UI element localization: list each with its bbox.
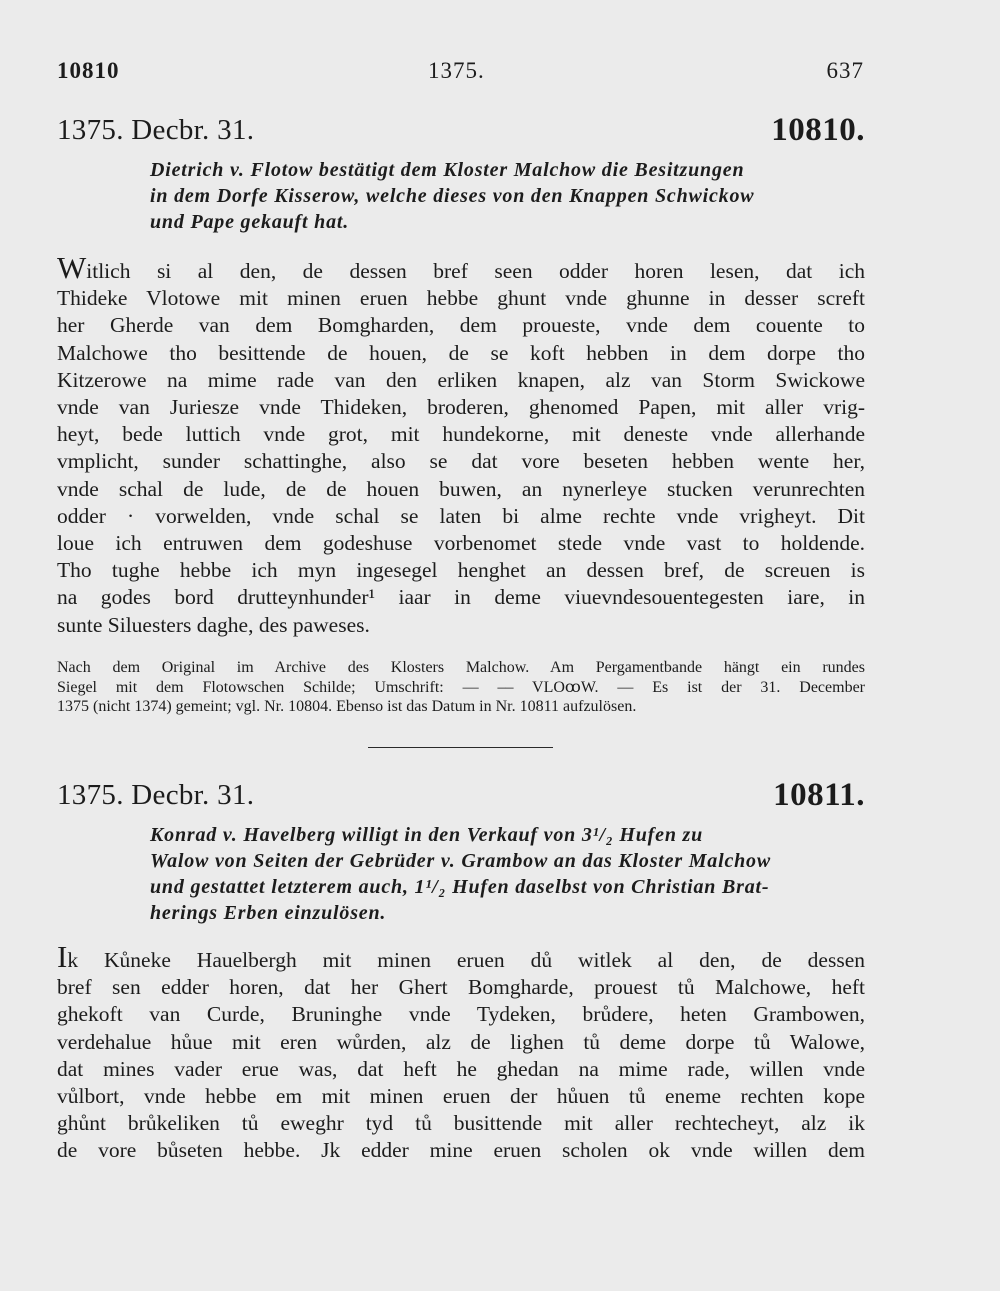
text-line: loue ich entruwen dem godeshuse vorbenomet stede vnde vast to holdende.	[57, 531, 865, 556]
document-date: 1375. Decbr. 31.	[57, 114, 255, 146]
text-line: Thideke Vlotowe mit minen eruen hebbe ghunt vnde ghunne in desser screft	[57, 286, 865, 311]
running-head-document-number: 10810	[57, 58, 120, 83]
regest-line: Konrad v. Havelberg willigt in den Verkauf von 3¹/₂ Hufen zu	[150, 824, 704, 846]
text-line: bref sen edder horen, dat her Ghert Bomgharde, prouest tů Malchowe, heft	[57, 975, 865, 1000]
regest-line: Walow von Seiten der Gebrüder v. Grambow an das Kloster Malchow	[150, 850, 771, 872]
document-text	[57, 250, 865, 639]
document-date: 1375. Decbr. 31.	[57, 779, 255, 811]
regest-line: Dietrich v. Flotow bestätigt dem Kloster Malchow die Besitzungen	[150, 159, 745, 181]
text-line: odder · vorwelden, vnde schal se laten bi alme rechte vnde vrigheyt. Dit	[57, 503, 865, 528]
regest-line: herings Erben einzulösen.	[150, 902, 387, 924]
text-line: de vore bůseten hebbe. Jk edder mine eruen scholen ok vnde willen dem	[57, 1138, 865, 1163]
page-number: 637	[826, 58, 864, 83]
text-line: vnde van Juriesze vnde Thideken, broderen, ghenomed Papen, mit aller vrig-	[57, 395, 865, 420]
text-line: Malchowe tho besittende de houen, de se koft hebben in dem dorpe tho	[57, 340, 865, 365]
text-line: Tho tughe hebbe ich myn ingesegel henghet an dessen bref, de screuen is	[57, 558, 865, 583]
text-line: ghekoft van Curde, Bruninghe vnde Tydeken, brůdere, heten Grambowen,	[57, 1002, 865, 1027]
text-line: her Gherde van dem Bomgharden, dem proueste, vnde dem couente to	[57, 313, 865, 338]
document-number: 10810.	[771, 112, 865, 148]
text-line: Ik Kůneke Hauelbergh mit minen eruen dů witlek al den, de dessen	[57, 939, 865, 974]
regest-line: und Pape gekauft hat.	[150, 211, 350, 233]
source-note	[57, 658, 865, 717]
section-divider	[368, 747, 553, 748]
note-line: Nach dem Original im Archive des Klosters Malchow. Am Pergamentbande hängt ein rundes	[57, 659, 865, 676]
document-regest	[150, 822, 865, 926]
running-head-year: 1375.	[428, 58, 485, 83]
text-line: vmplicht, sunder schattinghe, also se dat vore beseten hebben wente her,	[57, 449, 865, 474]
document-number: 10811.	[773, 777, 865, 813]
text-line: vnde schal de lude, de de houen buwen, an nynerleye stucken verunrechten	[57, 476, 865, 501]
text-line: ghůnt brůkeliken tů eweghr tyd tů busittende mit aller rechtecheyt, alz ik	[57, 1111, 865, 1136]
text-line: vůlbort, vnde hebbe em mit minen eruen der hůuen tů eneme rechten kope	[57, 1084, 865, 1109]
text-line: Witlich si al den, de dessen bref seen odder horen lesen, dat ich	[57, 250, 865, 285]
text-line: dat mines vader erue was, dat heft he ghedan na mime rade, willen vnde	[57, 1056, 865, 1081]
regest-line: und gestattet letzterem auch, 1¹/₂ Hufen daselbst von Christian Brat-	[150, 876, 770, 898]
text-line: verdehalue hůue mit eren wůrden, alz de lighen tů deme dorpe tů Walowe,	[57, 1029, 865, 1054]
text-line: sunte Siluesters daghe, des paweses.	[57, 612, 370, 637]
initial-letter: W	[57, 250, 87, 285]
initial-letter: I	[57, 939, 68, 974]
text-line: Kitzerowe na mime rade van den erliken knapen, alz van Storm Swickowe	[57, 367, 865, 392]
regest-line: in dem Dorfe Kisserow, welche dieses von den Knappen Schwickow	[150, 185, 755, 207]
note-line: 1375 (nicht 1374) gemeint; vgl. Nr. 10804. Ebenso ist das Datum in Nr. 10811 aufzulösen.	[57, 698, 637, 715]
text-line: heyt, bede luttich vnde grot, mit hundekorne, mit deneste vnde allerhande	[57, 422, 865, 447]
text-line: na godes bord drutteynhunder¹ iaar in deme viuevndesouentegesten iare, in	[57, 585, 865, 610]
document-regest	[150, 157, 865, 235]
note-line: Siegel mit dem Flotowschen Schilde; Umschrift: — –– VLOꝏW. — Es ist der 31. December	[57, 678, 865, 696]
document-text	[57, 939, 865, 1165]
